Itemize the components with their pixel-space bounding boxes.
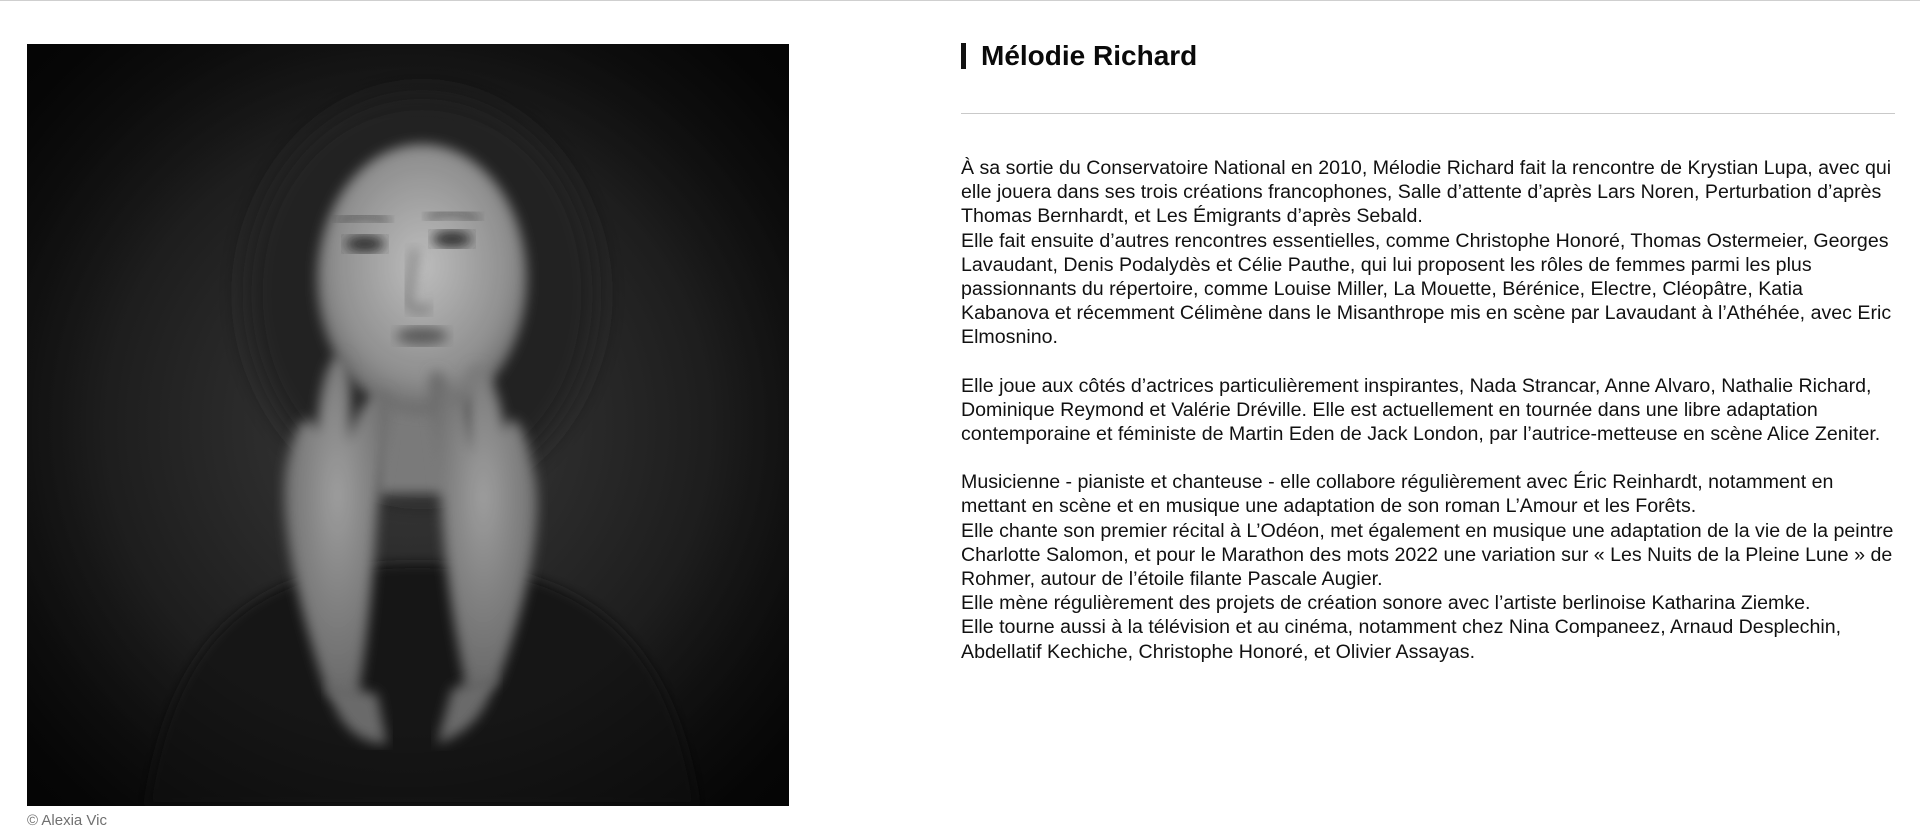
bio-paragraph: Elle mène régulièrement des projets de création sonore avec l’artiste berlinoise Katharina Ziemke. <box>961 592 1811 615</box>
heading-accent-bar <box>961 43 966 69</box>
photo-column <box>27 44 789 829</box>
bio-paragraph: Musicienne - pianiste et chanteuse - elle collabore régulièrement avec Éric Reinhardt, notamment en mettant en scène et en musique une adaptation de son roman L’Amour et les Forêts. <box>961 471 1834 518</box>
biography-text <box>961 156 1895 664</box>
heading-divider <box>961 113 1895 114</box>
bio-column <box>961 38 1895 664</box>
top-divider <box>0 0 1920 1</box>
artist-name: Mélodie Richard <box>981 40 1198 71</box>
photo-credit: © Alexia Vic <box>27 812 107 829</box>
name-heading <box>961 38 1895 74</box>
bio-paragraph: Elle chante son premier récital à L’Odéon, met également en musique une adaptation de la vie de la peintre Charlotte Salomon, et pour le Marathon des mots 2022 une variation sur « Les Nuits de la Pleine Lune » de Rohmer, autour de l’étoile filante Pascale Augier. <box>961 519 1894 591</box>
portrait-photo <box>27 44 789 806</box>
bio-paragraph: À sa sortie du Conservatoire National en 2010, Mélodie Richard fait la rencontre de Krystian Lupa, avec qui elle jouera dans ses trois créations francophones, Salle d’attente d’après Lars Noren, Perturbation d’après Thomas Bernhardt, et Les Émigrants d’après Sebald. <box>961 157 1892 228</box>
bio-paragraph: Elle tourne aussi à la télévision et au cinéma, notamment chez Nina Companeez, Arnaud Desplechin, Abdellatif Kechiche, Christophe Honoré, et Olivier Assayas. <box>961 616 1842 663</box>
bio-paragraph: Elle fait ensuite d’autres rencontres essentielles, comme Christophe Honoré, Thomas Ostermeier, Georges Lavaudant, Denis Podalydès et Célie Pauthe, qui lui proposent les rôles de femmes parmi les plus passionnants du répertoire, comme Louise Miller, La Mouette, Bérénice, Electre, Cléopâtre, Katia Kabanova et récemment Célimène dans le Misanthrope mis en scène par Lavaudant à l’Athéhée, avec Eric Elmosnino. <box>961 229 1892 349</box>
bio-paragraph: Elle joue aux côtés d’actrices particulièrement inspirantes, Nada Strancar, Anne Alvaro, Nathalie Richard, Dominique Reymond et Valérie Dréville. Elle est actuellement en tournée dans une libre adaptation contemporaine et féministe de Martin Eden de Jack London, par l’autrice-metteuse en scène Alice Zeniter. <box>961 374 1881 446</box>
